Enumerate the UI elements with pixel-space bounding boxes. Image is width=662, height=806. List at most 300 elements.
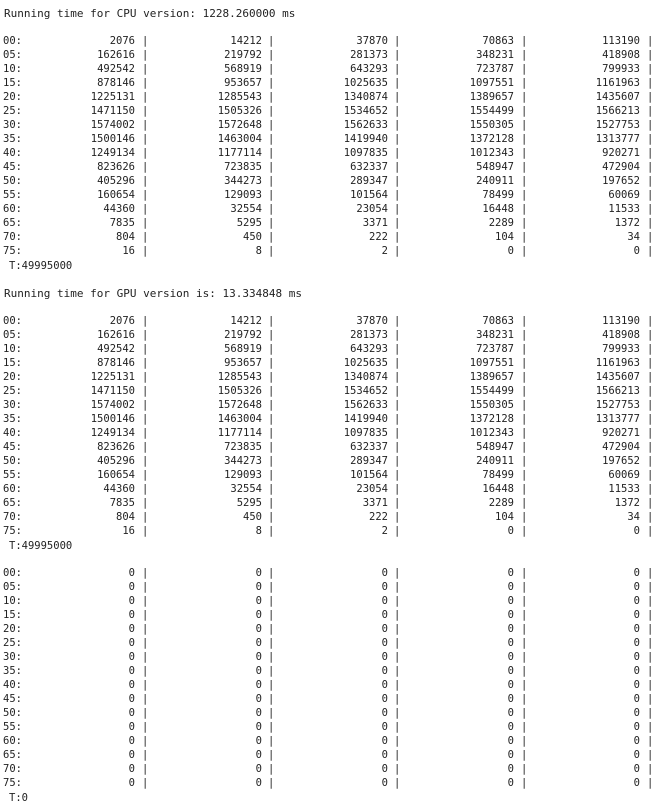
table-row xyxy=(0,357,662,370)
column-separator: | xyxy=(268,189,275,201)
row-label: 75: xyxy=(3,525,22,537)
column-separator: | xyxy=(521,245,528,257)
row-label: 45: xyxy=(3,441,22,453)
table-cell: 1372 xyxy=(614,217,640,229)
gpu-running-time: Running time for GPU version is: 13.334848 ms xyxy=(4,287,303,300)
table-cell: 2076 xyxy=(109,35,135,47)
table-cell: 492542 xyxy=(97,343,135,355)
column-separator: | xyxy=(268,441,275,453)
table-cell: 113190 xyxy=(602,315,640,327)
table-cell: 162616 xyxy=(97,49,135,61)
column-separator: | xyxy=(142,427,149,439)
column-separator: | xyxy=(521,105,528,117)
column-separator: | xyxy=(521,343,528,355)
table-cell: 0 xyxy=(633,735,640,747)
table-cell: 878146 xyxy=(97,357,135,369)
table-row xyxy=(0,63,662,76)
table-cell: 1562633 xyxy=(343,119,388,131)
column-separator: | xyxy=(142,623,149,635)
table-cell: 1249134 xyxy=(90,147,135,159)
table-cell: 0 xyxy=(255,749,262,761)
table-cell: 70863 xyxy=(482,35,514,47)
column-separator: | xyxy=(647,35,654,47)
table-cell: 0 xyxy=(633,595,640,607)
row-label: 15: xyxy=(3,77,22,89)
column-separator: | xyxy=(647,735,654,747)
table-cell: 1372 xyxy=(614,497,640,509)
column-separator: | xyxy=(521,707,528,719)
column-separator: | xyxy=(268,245,275,257)
row-label: 25: xyxy=(3,105,22,117)
table-cell: 0 xyxy=(633,777,640,789)
column-separator: | xyxy=(142,483,149,495)
cpu-total: T:49995000 xyxy=(9,260,73,272)
table-row xyxy=(0,679,662,692)
column-separator: | xyxy=(521,413,528,425)
table-cell: 1572648 xyxy=(217,399,262,411)
column-separator: | xyxy=(268,693,275,705)
table-cell: 0 xyxy=(128,707,135,719)
table-row xyxy=(0,721,662,734)
column-separator: | xyxy=(521,91,528,103)
table-row xyxy=(0,497,662,510)
table-cell: 0 xyxy=(128,609,135,621)
column-separator: | xyxy=(268,595,275,607)
table-cell: 0 xyxy=(128,735,135,747)
column-separator: | xyxy=(647,371,654,383)
column-separator: | xyxy=(647,693,654,705)
column-separator: | xyxy=(394,595,401,607)
column-separator: | xyxy=(142,385,149,397)
column-separator: | xyxy=(647,777,654,789)
table-cell: 1554499 xyxy=(469,385,514,397)
table-cell: 1527753 xyxy=(595,399,640,411)
table-cell: 5295 xyxy=(236,217,262,229)
column-separator: | xyxy=(521,217,528,229)
table-cell: 0 xyxy=(381,735,388,747)
table-cell: 104 xyxy=(495,511,514,523)
column-separator: | xyxy=(268,343,275,355)
column-separator: | xyxy=(268,637,275,649)
column-separator: | xyxy=(521,651,528,663)
column-separator: | xyxy=(647,525,654,537)
table-cell: 0 xyxy=(507,777,514,789)
column-separator: | xyxy=(521,119,528,131)
table-cell: 1572648 xyxy=(217,119,262,131)
column-separator: | xyxy=(521,735,528,747)
row-label: 20: xyxy=(3,623,22,635)
column-separator: | xyxy=(142,441,149,453)
column-separator: | xyxy=(142,497,149,509)
table-cell: 1249134 xyxy=(90,427,135,439)
column-separator: | xyxy=(647,343,654,355)
table-cell: 0 xyxy=(255,679,262,691)
table-cell: 1500146 xyxy=(90,413,135,425)
column-separator: | xyxy=(521,357,528,369)
table-cell: 0 xyxy=(255,665,262,677)
column-separator: | xyxy=(394,105,401,117)
column-separator: | xyxy=(394,357,401,369)
table-cell: 953657 xyxy=(224,77,262,89)
table-cell: 1505326 xyxy=(217,105,262,117)
column-separator: | xyxy=(142,203,149,215)
table-row xyxy=(0,483,662,496)
column-separator: | xyxy=(647,581,654,593)
column-separator: | xyxy=(647,763,654,775)
column-separator: | xyxy=(268,651,275,663)
table-cell: 799933 xyxy=(602,63,640,75)
column-separator: | xyxy=(142,651,149,663)
table-cell: 2289 xyxy=(488,497,514,509)
table-cell: 1419940 xyxy=(343,133,388,145)
table-row xyxy=(0,385,662,398)
table-cell: 1550305 xyxy=(469,119,514,131)
column-separator: | xyxy=(394,371,401,383)
column-separator: | xyxy=(142,469,149,481)
column-separator: | xyxy=(647,497,654,509)
table-cell: 405296 xyxy=(97,455,135,467)
column-separator: | xyxy=(521,161,528,173)
column-separator: | xyxy=(394,49,401,61)
table-cell: 0 xyxy=(507,721,514,733)
table-cell: 0 xyxy=(128,693,135,705)
table-cell: 222 xyxy=(369,231,388,243)
table-cell: 0 xyxy=(507,525,514,537)
column-separator: | xyxy=(268,777,275,789)
table-cell: 0 xyxy=(507,637,514,649)
row-label: 60: xyxy=(3,735,22,747)
column-separator: | xyxy=(647,749,654,761)
table-cell: 0 xyxy=(255,735,262,747)
table-cell: 240911 xyxy=(476,455,514,467)
table-cell: 3371 xyxy=(362,497,388,509)
table-cell: 804 xyxy=(116,231,135,243)
row-label: 20: xyxy=(3,371,22,383)
column-separator: | xyxy=(394,483,401,495)
column-separator: | xyxy=(142,133,149,145)
table-cell: 0 xyxy=(507,595,514,607)
column-separator: | xyxy=(647,231,654,243)
table-cell: 222 xyxy=(369,511,388,523)
column-separator: | xyxy=(647,329,654,341)
table-cell: 0 xyxy=(255,707,262,719)
table-cell: 14212 xyxy=(230,315,262,327)
table-cell: 1554499 xyxy=(469,105,514,117)
table-cell: 0 xyxy=(507,707,514,719)
table-row xyxy=(0,511,662,524)
table-cell: 1534652 xyxy=(343,385,388,397)
table-cell: 16448 xyxy=(482,483,514,495)
table-cell: 418908 xyxy=(602,329,640,341)
column-separator: | xyxy=(521,189,528,201)
table-cell: 450 xyxy=(243,231,262,243)
column-separator: | xyxy=(394,245,401,257)
table-cell: 0 xyxy=(381,581,388,593)
table-cell: 0 xyxy=(128,595,135,607)
row-label: 60: xyxy=(3,483,22,495)
column-separator: | xyxy=(647,245,654,257)
table-cell: 0 xyxy=(633,679,640,691)
table-cell: 450 xyxy=(243,511,262,523)
column-separator: | xyxy=(142,245,149,257)
row-label: 40: xyxy=(3,427,22,439)
table-cell: 348231 xyxy=(476,329,514,341)
table-cell: 1372128 xyxy=(469,133,514,145)
table-cell: 348231 xyxy=(476,49,514,61)
table-cell: 1419940 xyxy=(343,413,388,425)
table-cell: 0 xyxy=(633,665,640,677)
table-cell: 723787 xyxy=(476,343,514,355)
column-separator: | xyxy=(142,343,149,355)
table-cell: 1285543 xyxy=(217,91,262,103)
column-separator: | xyxy=(268,175,275,187)
table-cell: 723835 xyxy=(224,441,262,453)
table-cell: 1012343 xyxy=(469,147,514,159)
row-label: 65: xyxy=(3,749,22,761)
table-cell: 1025635 xyxy=(343,77,388,89)
column-separator: | xyxy=(521,637,528,649)
table-cell: 0 xyxy=(633,581,640,593)
column-separator: | xyxy=(647,623,654,635)
column-separator: | xyxy=(394,567,401,579)
table-cell: 0 xyxy=(633,567,640,579)
column-separator: | xyxy=(521,427,528,439)
table-cell: 0 xyxy=(255,609,262,621)
column-separator: | xyxy=(647,413,654,425)
table-cell: 8 xyxy=(255,245,262,257)
row-label: 70: xyxy=(3,763,22,775)
table-cell: 418908 xyxy=(602,49,640,61)
column-separator: | xyxy=(647,609,654,621)
table-cell: 0 xyxy=(633,525,640,537)
table-cell: 7835 xyxy=(109,497,135,509)
table-cell: 0 xyxy=(633,637,640,649)
table-cell: 37870 xyxy=(356,35,388,47)
table-cell: 34 xyxy=(627,231,640,243)
table-row xyxy=(0,91,662,104)
table-cell: 1471150 xyxy=(90,105,135,117)
column-separator: | xyxy=(521,749,528,761)
column-separator: | xyxy=(268,133,275,145)
column-separator: | xyxy=(647,217,654,229)
table-cell: 953657 xyxy=(224,357,262,369)
table-cell: 289347 xyxy=(350,175,388,187)
row-label: 10: xyxy=(3,63,22,75)
table-cell: 78499 xyxy=(482,189,514,201)
row-label: 10: xyxy=(3,595,22,607)
row-label: 75: xyxy=(3,777,22,789)
row-label: 55: xyxy=(3,189,22,201)
column-separator: | xyxy=(647,483,654,495)
row-label: 05: xyxy=(3,581,22,593)
table-cell: 1025635 xyxy=(343,357,388,369)
column-separator: | xyxy=(268,427,275,439)
column-separator: | xyxy=(394,497,401,509)
column-separator: | xyxy=(521,371,528,383)
column-separator: | xyxy=(268,749,275,761)
table-cell: 0 xyxy=(507,735,514,747)
column-separator: | xyxy=(268,623,275,635)
table-row xyxy=(0,595,662,608)
column-separator: | xyxy=(142,49,149,61)
column-separator: | xyxy=(268,203,275,215)
column-separator: | xyxy=(394,777,401,789)
column-separator: | xyxy=(521,567,528,579)
column-separator: | xyxy=(394,469,401,481)
table-row xyxy=(0,119,662,132)
table-cell: 197652 xyxy=(602,175,640,187)
column-separator: | xyxy=(647,707,654,719)
table-cell: 1225131 xyxy=(90,91,135,103)
column-separator: | xyxy=(142,665,149,677)
column-separator: | xyxy=(142,371,149,383)
column-separator: | xyxy=(521,693,528,705)
table-row xyxy=(0,763,662,776)
column-separator: | xyxy=(142,119,149,131)
column-separator: | xyxy=(647,665,654,677)
table-cell: 0 xyxy=(381,721,388,733)
column-separator: | xyxy=(521,315,528,327)
column-separator: | xyxy=(142,357,149,369)
table-cell: 1097835 xyxy=(343,147,388,159)
table-cell: 0 xyxy=(381,665,388,677)
column-separator: | xyxy=(268,315,275,327)
row-label: 20: xyxy=(3,91,22,103)
table-cell: 823626 xyxy=(97,441,135,453)
column-separator: | xyxy=(521,231,528,243)
column-separator: | xyxy=(268,35,275,47)
column-separator: | xyxy=(268,567,275,579)
table-cell: 0 xyxy=(255,595,262,607)
table-cell: 1574002 xyxy=(90,399,135,411)
column-separator: | xyxy=(521,35,528,47)
table-cell: 0 xyxy=(255,581,262,593)
table-cell: 2289 xyxy=(488,217,514,229)
table-cell: 0 xyxy=(381,763,388,775)
row-label: 65: xyxy=(3,217,22,229)
column-separator: | xyxy=(647,679,654,691)
table-cell: 289347 xyxy=(350,455,388,467)
row-label: 35: xyxy=(3,413,22,425)
column-separator: | xyxy=(394,427,401,439)
row-label: 00: xyxy=(3,315,22,327)
table-cell: 0 xyxy=(255,721,262,733)
table-cell: 1097551 xyxy=(469,357,514,369)
table-cell: 23054 xyxy=(356,483,388,495)
column-separator: | xyxy=(521,483,528,495)
column-separator: | xyxy=(142,511,149,523)
table-row xyxy=(0,35,662,48)
column-separator: | xyxy=(142,413,149,425)
table-row xyxy=(0,231,662,244)
column-separator: | xyxy=(142,749,149,761)
table-cell: 1566213 xyxy=(595,385,640,397)
table-cell: 1177114 xyxy=(217,427,262,439)
table-cell: 0 xyxy=(633,763,640,775)
table-cell: 0 xyxy=(507,763,514,775)
table-cell: 0 xyxy=(255,567,262,579)
column-separator: | xyxy=(142,63,149,75)
table-cell: 1389657 xyxy=(469,371,514,383)
column-separator: | xyxy=(268,609,275,621)
table-cell: 0 xyxy=(381,637,388,649)
column-separator: | xyxy=(394,343,401,355)
table-cell: 7835 xyxy=(109,217,135,229)
table-cell: 568919 xyxy=(224,63,262,75)
table-cell: 37870 xyxy=(356,315,388,327)
table-row xyxy=(0,343,662,356)
table-cell: 14212 xyxy=(230,35,262,47)
row-label: 50: xyxy=(3,455,22,467)
column-separator: | xyxy=(394,455,401,467)
column-separator: | xyxy=(268,455,275,467)
table-cell: 1012343 xyxy=(469,427,514,439)
column-separator: | xyxy=(394,707,401,719)
table-cell: 1500146 xyxy=(90,133,135,145)
column-separator: | xyxy=(268,357,275,369)
column-separator: | xyxy=(647,399,654,411)
column-separator: | xyxy=(647,91,654,103)
column-separator: | xyxy=(268,721,275,733)
column-separator: | xyxy=(142,217,149,229)
table-cell: 0 xyxy=(381,595,388,607)
table-row xyxy=(0,637,662,650)
table-cell: 0 xyxy=(381,749,388,761)
table-cell: 920271 xyxy=(602,147,640,159)
table-cell: 32554 xyxy=(230,483,262,495)
table-cell: 0 xyxy=(128,567,135,579)
table-cell: 344273 xyxy=(224,175,262,187)
table-cell: 281373 xyxy=(350,49,388,61)
column-separator: | xyxy=(142,147,149,159)
table-row xyxy=(0,469,662,482)
table-cell: 11533 xyxy=(608,483,640,495)
table-cell: 129093 xyxy=(224,189,262,201)
column-separator: | xyxy=(268,105,275,117)
table-cell: 799933 xyxy=(602,343,640,355)
table-cell: 1097551 xyxy=(469,77,514,89)
column-separator: | xyxy=(268,413,275,425)
table-cell: 16 xyxy=(122,245,135,257)
table-row xyxy=(0,245,662,258)
table-row xyxy=(0,315,662,328)
table-cell: 0 xyxy=(128,651,135,663)
table-cell: 113190 xyxy=(602,35,640,47)
table-cell: 0 xyxy=(633,693,640,705)
table-row xyxy=(0,777,662,790)
column-separator: | xyxy=(268,147,275,159)
table-cell: 472904 xyxy=(602,441,640,453)
table-cell: 0 xyxy=(381,567,388,579)
column-separator: | xyxy=(394,623,401,635)
table-cell: 0 xyxy=(128,721,135,733)
column-separator: | xyxy=(647,441,654,453)
row-label: 35: xyxy=(3,133,22,145)
column-separator: | xyxy=(521,133,528,145)
table-cell: 1372128 xyxy=(469,413,514,425)
column-separator: | xyxy=(521,441,528,453)
table-row xyxy=(0,427,662,440)
column-separator: | xyxy=(647,567,654,579)
table-row xyxy=(0,693,662,706)
column-separator: | xyxy=(142,189,149,201)
row-label: 50: xyxy=(3,707,22,719)
table-row xyxy=(0,455,662,468)
column-separator: | xyxy=(521,77,528,89)
table-cell: 0 xyxy=(128,763,135,775)
table-cell: 32554 xyxy=(230,203,262,215)
column-separator: | xyxy=(647,147,654,159)
